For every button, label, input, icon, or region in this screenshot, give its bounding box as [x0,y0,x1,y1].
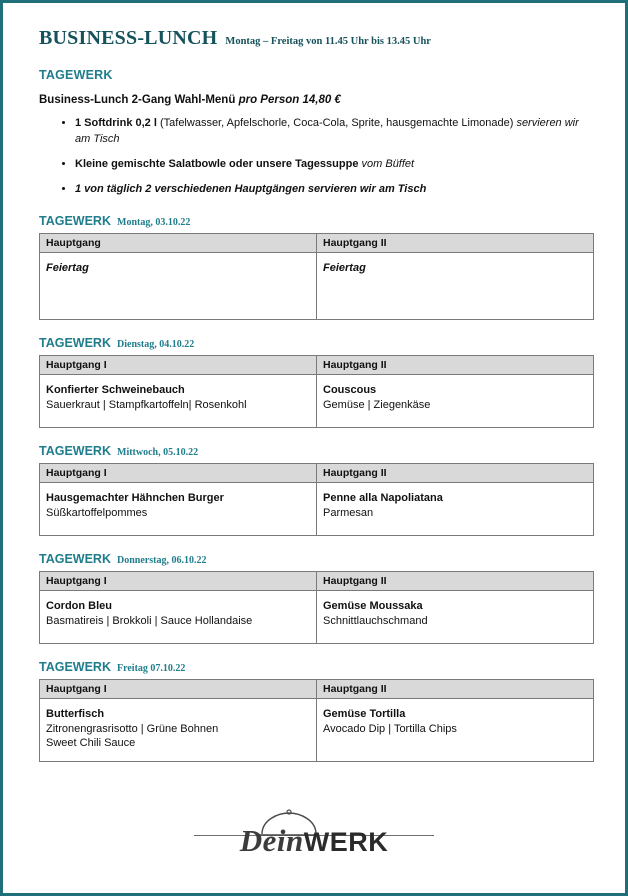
table-header-row [40,571,594,590]
column-header-1: Hauptgang I [40,679,317,698]
column-header-2: Hauptgang II [317,463,594,482]
dish-cell-1 [40,252,317,319]
column-header-2: Hauptgang II [317,355,594,374]
day-date: Freitag 07.10.22 [117,662,186,674]
day-label: TAGEWERK [39,551,111,566]
dish-description: Sauerkraut | Stampfkartoffeln| Rosenkohl [46,398,247,411]
dish-name: Gemüse Tortilla [323,707,406,720]
column-header-1: Hauptgang I [40,571,317,590]
day-heading-wednesday [39,444,595,458]
brand-logo [194,807,434,869]
document-content [39,27,595,762]
day-heading-monday [39,214,595,228]
menu-table-thursday [39,571,594,644]
page-subtitle: Montag – Freitag von 11.45 Uhr bis 13.45 Uhr [225,36,431,47]
day-label: TAGEWERK [39,213,111,228]
dish-name: Cordon Bleu [46,599,112,612]
bullet-2-italic: 1 von täglich 2 verschiedenen Hauptgängen servieren wir am Tisch [75,182,427,195]
day-heading-tuesday [39,336,595,350]
day-label: TAGEWERK [39,443,111,458]
dish-name: Konfierter Schweinebauch [46,383,185,396]
footer-logo-area [3,807,625,869]
day-heading-thursday [39,552,595,566]
dish-cell-2 [317,252,594,319]
bullet-1-bold: Kleine gemischte Salatbowle oder unsere Tagessuppe [75,157,359,170]
menu-table-friday [39,679,594,763]
day-label: TAGEWERK [39,335,111,350]
dish-cell-2 [317,590,594,643]
table-row [40,698,594,762]
dish-description: Avocado Dip | Tortilla Chips [323,722,457,735]
dish-cell-1 [40,590,317,643]
logo-word-dein: Dein [239,823,304,858]
list-item [75,182,595,198]
dish-name: Penne alla Napoliatana [323,491,443,504]
column-header-1: Hauptgang I [40,355,317,374]
list-item [75,116,595,148]
dish-name: Butterfisch [46,707,105,720]
dish-cell-2 [317,482,594,535]
bullet-1-italic: vom Büffet [361,157,415,170]
day-date: Mittwoch, 05.10.22 [117,446,199,458]
section-label-tagewerk: TAGEWERK [39,68,113,82]
dish-description: Schnittlauchschmand [323,614,428,627]
bullet-0-bold: 1 Softdrink 0,2 l [75,117,157,129]
column-header-2: Hauptgang II [317,571,594,590]
logo-word-werk: WERK [303,827,389,857]
table-row [40,590,594,643]
dish-name: Couscous [323,383,377,396]
inclusions-list [39,116,595,198]
dish-name: Gemüse Moussaka [323,599,423,612]
menu-table-wednesday [39,463,594,536]
document-header [39,27,595,50]
intro-price: pro Person 14,80 € [238,94,341,106]
column-header-1: Hauptgang [40,233,317,252]
day-label: TAGEWERK [39,659,111,674]
day-date: Montag, 03.10.22 [117,216,191,228]
dish-cell-2 [317,698,594,762]
logo-wordmark [194,823,434,859]
dish-description: Basmatireis | Brokkoli | Sauce Hollandaise [46,614,253,627]
dish-description-line2: Sweet Chili Sauce [46,737,136,750]
dish-cell-1 [40,698,317,762]
dish-description: Gemüse | Ziegenkäse [323,398,431,411]
menu-table-tuesday [39,355,594,428]
dish-name: Feiertag [323,261,366,274]
dish-name: Hausgemachter Hähnchen Burger [46,491,224,504]
table-header-row [40,233,594,252]
dish-cell-1 [40,374,317,427]
dish-cell-1 [40,482,317,535]
menu-table-monday [39,233,594,320]
bullet-0-normal: (Tafelwasser, Apfelschorle, Coca-Cola, Sprite, hausgemachte Limonade) [156,117,517,129]
dish-name: Feiertag [46,261,89,274]
day-date: Dienstag, 04.10.22 [117,338,195,350]
dish-description: Zitronengrasrisotto | Grüne Bohnen [46,722,219,735]
page-title: BUSINESS-LUNCH [39,27,218,49]
list-item [75,157,595,173]
table-row [40,482,594,535]
dish-cell-2 [317,374,594,427]
table-header-row [40,355,594,374]
intro-line [39,94,595,106]
column-header-2: Hauptgang II [317,233,594,252]
table-row [40,252,594,319]
table-header-row [40,679,594,698]
table-row [40,374,594,427]
dish-description: Süßkartoffelpommes [46,506,148,519]
column-header-2: Hauptgang II [317,679,594,698]
intro-bold: Business-Lunch 2-Gang Wahl-Menü [39,94,239,106]
bullet-0-italic: servieren wir am Tisch [75,117,579,145]
table-header-row [40,463,594,482]
day-heading-friday [39,660,595,674]
day-date: Donnerstag, 06.10.22 [117,554,207,566]
dish-description: Parmesan [323,506,374,519]
column-header-1: Hauptgang I [40,463,317,482]
